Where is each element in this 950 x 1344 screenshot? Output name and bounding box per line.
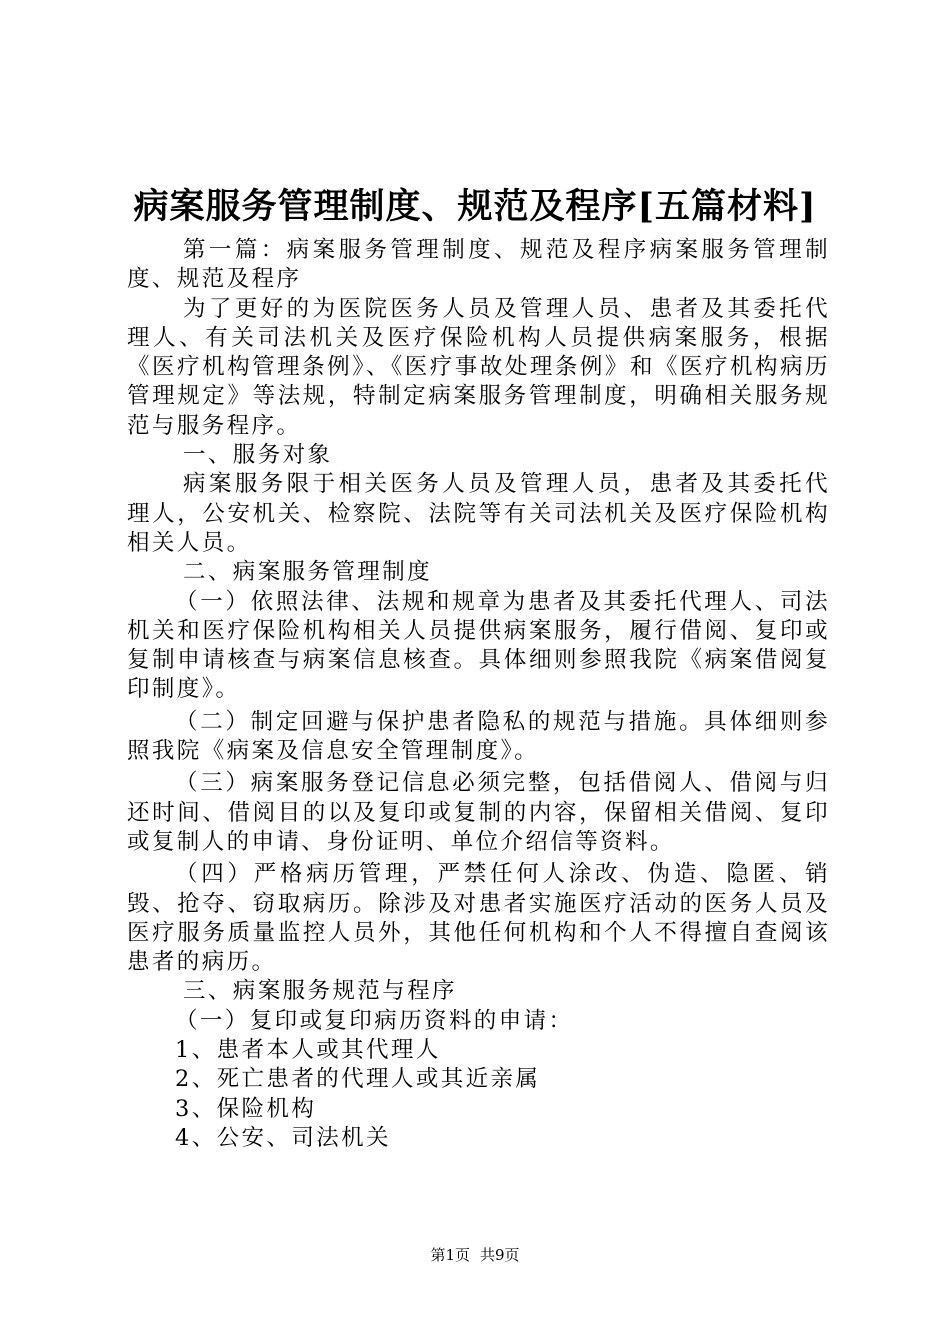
document-title: 病案服务管理制度、规范及程序[五篇材料] [133, 186, 817, 227]
list-item: 3、保险机构 [175, 1095, 317, 1122]
section-heading-management-system: 二、病案服务管理制度 [183, 559, 433, 586]
list-item: 4、公安、司法机关 [175, 1124, 391, 1151]
paragraph-intro: 为了更好的为医院医务人员及管理人员、患者及其委托代理人、有关司法机关及医疗保险机构人员提供病案服务，根据《医疗机构管理条例》、《医疗事故处理条例》和《医疗机构病历管理规定》等法规，特制定病案服务管理制度，明确相关服务规范与服务程序。 [127, 295, 830, 439]
paragraph-rule-4: （四）严格病历管理，严禁任何人涂改、伪造、隐匿、销毁、抢夺、窃取病历。除涉及对患者实施医疗活动的医务人员及医疗服务质量监控人员外，其他任何机构和个人不得擅自查阅该患者的病历。 [127, 861, 830, 976]
paragraph-rule-2: （二）制定回避与保护患者隐私的规范与措施。具体细则参照我院《病案及信息安全管理制度》。 [127, 708, 830, 765]
page-number-total: 共9页 [480, 1246, 520, 1264]
section-heading-service-target: 一、服务对象 [183, 442, 333, 469]
paragraph-service-target: 病案服务限于相关医务人员及管理人员，患者及其委托代理人，公安机关、检察院、法院等有关司法机关及医疗保险机构相关人员。 [127, 471, 830, 556]
page-footer [0, 1245, 950, 1265]
page-number-current: 第1页 [430, 1246, 470, 1264]
paragraph-application-heading: （一）复印或复印病历资料的申请： [175, 1007, 574, 1034]
paragraph-rule-1: （一）依照法律、法规和规章为患者及其委托代理人、司法机关和医疗保险机构相关人员提供病案服务，履行借阅、复印或复制申请核查与病案信息核查。具体细则参照我院《病案借阅复印制度》。 [127, 588, 830, 703]
section-heading-norms-procedure: 三、病案服务规范与程序 [183, 978, 457, 1005]
document-body [127, 236, 830, 1153]
paragraph-rule-3: （三）病案服务登记信息必须完整，包括借阅人、借阅与归还时间、借阅目的以及复印或复制的内容，保留相关借阅、复印或复制人的申请、身份证明、单位介绍信等资料。 [127, 770, 830, 855]
list-item: 1、患者本人或其代理人 [175, 1037, 441, 1064]
paragraph-chapter-heading: 第一篇：病案服务管理制度、规范及程序病案服务管理制度、规范及程序 [127, 237, 830, 293]
list-item: 2、死亡患者的代理人或其近亲属 [175, 1066, 541, 1093]
